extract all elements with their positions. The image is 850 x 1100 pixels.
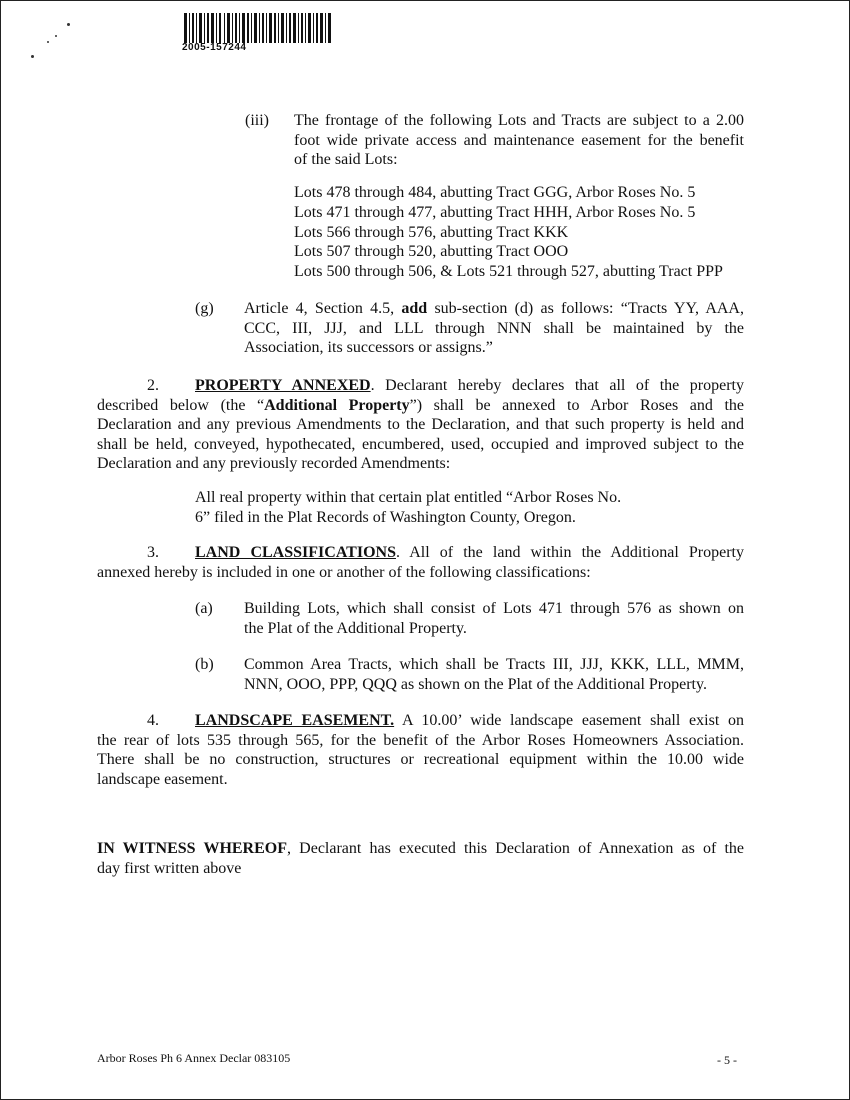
section-2-quote [195,488,695,527]
item-g-line: CCC, III, JJJ, and LLL through NNN shall be maintained by the [244,319,744,337]
section-3-b-line: NNN, OOO, PPP, QQQ as shown on the Plat of the Additional Property. [244,675,707,693]
section-3-text: . All of the land within the Additional Property [395,544,745,561]
section-3-a-marker: (a) [195,600,213,617]
section-2-text: described below (the “ [97,396,265,414]
section-2-text: ”) shall be annexed to Arbor Roses and the [409,396,744,414]
section-3-a-paragraph [244,599,744,638]
section-3-number: 3. [147,544,159,561]
additional-property-bold: Additional Property [264,396,410,414]
section-4-line: There shall be no construction, structures or recreational equipment within the 10.00 wide [97,751,744,768]
lots-list-item: Lots 471 through 477, abutting Tract HHH, Arbor Roses No. 5 [294,203,696,221]
lots-list-item: Lots 500 through 506, & Lots 521 through 527, abutting Tract PPP [294,263,723,280]
section-2-line [97,376,744,396]
section-3-paragraph [97,543,744,582]
section-3-heading: LAND CLASSIFICATIONS [195,544,396,561]
section-2-text: . Declarant hereby declares that all of the property [370,377,744,394]
section-2-paragraph [97,376,744,474]
item-g-paragraph [244,299,744,358]
witness-line [97,839,744,859]
lots-list-item: Lots 507 through 520, abutting Tract OOO [294,243,569,261]
section-3-a-line: Building Lots, which shall consist of Lots 471 through 576 as shown on [244,600,744,617]
witness-paragraph [97,839,744,878]
scan-speck [47,41,49,43]
item-iii-line: The frontage of the following Lots and Tracts are subject to a 2.00 [294,112,744,129]
witness-heading: IN WITNESS WHEREOF [97,840,288,857]
footer-document-id: Arbor Roses Ph 6 Annex Declar 083105 [97,1051,291,1065]
item-g-text: Article 4, Section 4.5, [244,300,402,317]
section-3-b-marker: (b) [195,656,214,673]
item-iii-line: of the said Lots: [294,151,398,168]
section-4-paragraph [97,711,744,789]
section-3-line: annexed hereby is included in one or another of the following classifications: [97,563,591,581]
section-2-line: Declaration and any previous Amendments to the Declaration, and that such property is held and [97,416,744,433]
section-2-number: 2. [147,377,159,394]
section-4-line [97,711,744,731]
item-g-line: Association, its successors or assigns.” [244,339,493,356]
item-iii-line: foot wide private access and maintenance easement for the benefit [294,131,744,149]
section-3-line [97,543,744,563]
lots-list-item: Lots 478 through 484, abutting Tract GGG, Arbor Roses No. 5 [294,184,696,201]
section-4-line: the rear of lots 535 through 565, for the benefit of the Arbor Roses Homeowners Association. [97,731,744,749]
barcode-number: 2005-157244 [182,42,247,53]
item-iii-marker: (iii) [245,112,269,129]
witness-text: , Declarant has executed this Declaration of Annexation as of the [287,840,745,857]
section-4-heading: LANDSCAPE EASEMENT. [195,712,395,729]
section-2-quote-line: 6” filed in the Plat Records of Washington County, Oregon. [195,508,576,526]
item-g-marker: (g) [195,300,214,317]
scan-speck [31,55,34,58]
section-3-b-line: Common Area Tracts, which shall be Tracts III, JJJ, KKK, LLL, MMM, [244,656,744,673]
item-g-add-bold: add [401,300,428,317]
section-2-line: Declaration and any previously recorded Amendments: [97,455,451,472]
scan-speck [67,23,70,26]
section-2-quote-line: All real property within that certain plat entitled “Arbor Roses No. [195,489,622,506]
lots-list-item: Lots 566 through 576, abutting Tract KKK [294,223,569,241]
section-2-heading: PROPERTY ANNEXED [195,377,371,394]
scan-speck [55,35,57,37]
item-g-text: sub-section (d) as follows: “Tracts YY, AAA, [427,300,744,317]
section-4-number: 4. [147,712,159,729]
item-g-line [244,299,744,319]
section-3-a-line: the Plat of the Additional Property. [244,619,467,637]
footer-page-number: - 5 - [717,1053,737,1067]
section-2-line: shall be held, conveyed, hypothecated, encumbered, used, occupied and improved subject to the [97,435,744,453]
section-4-text: A 10.00’ wide landscape easement shall exist on [394,712,744,729]
section-3-b-paragraph [244,655,744,694]
barcode [184,13,334,43]
witness-line: day first written above [97,859,242,877]
lots-list [294,183,754,282]
item-iii-paragraph [294,111,744,170]
section-2-line [97,396,744,416]
section-4-line: landscape easement. [97,770,228,788]
